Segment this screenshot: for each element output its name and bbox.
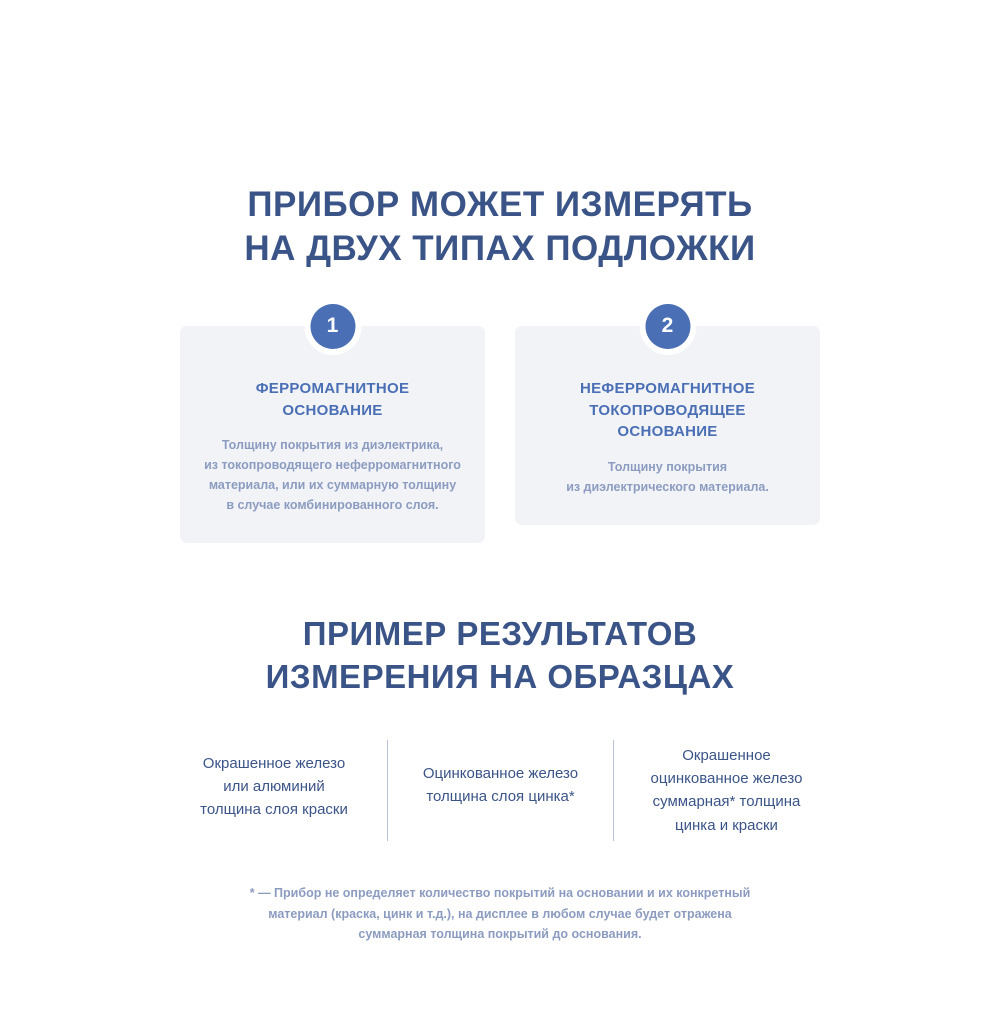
substrate-card-2: [515, 314, 820, 525]
example-column-3: [613, 740, 839, 841]
example-column-1-line-1: Окрашенное железо: [202, 754, 346, 772]
example-column-2-line-2: толщина слоя цинка*: [426, 788, 575, 806]
card-2-text-line-1: Толщину покрытия: [607, 460, 728, 475]
card-2-body: [515, 326, 820, 525]
footnote-line-3: суммарная толщина покрытий до основания.: [358, 927, 642, 942]
card-1-text-line-3: материала, или их суммарную толщину: [208, 478, 457, 493]
example-column-1-line-3: толщина слоя краски: [200, 801, 348, 819]
card-2-text-line-2: из диэлектрического материала.: [566, 480, 769, 495]
card-1-text: [202, 435, 463, 515]
card-2-text: [537, 457, 798, 497]
footnote-line-1: * — Прибор не определяет количество покрытий на основании и их конкретный: [249, 885, 751, 900]
card-2-title-line-3: ОСНОВАНИЕ: [617, 423, 718, 441]
footnote-line-2: материал (краска, цинк и т.д.), на дисплее в любом случае будет отражена: [268, 906, 732, 921]
substrate-cards: [0, 314, 1000, 544]
example-column-1-line-2: или алюминий: [223, 778, 325, 796]
example-column-2: [387, 740, 613, 841]
card-2-number-badge: 2: [645, 304, 690, 349]
example-column-3-line-4: цинка и краски: [675, 816, 778, 834]
example-column-3-line-2: оцинкованное железо: [650, 770, 803, 788]
card-1-text-line-2: из токопроводящего неферромагнитного: [204, 458, 461, 473]
example-column-3-line-1: Окрашенное: [682, 746, 771, 764]
card-1-body: [180, 326, 485, 544]
card-1-text-line-1: Толщину покрытия из диэлектрика,: [221, 438, 444, 453]
card-2-title: [537, 378, 798, 443]
page-title-line-2: НА ДВУХ ТИПАХ ПОДЛОЖКИ: [244, 229, 756, 269]
card-1-title-line-2: ОСНОВАНИЕ: [282, 401, 383, 419]
section-title-line-2: ИЗМЕРЕНИЯ НА ОБРАЗЦАХ: [265, 657, 735, 695]
section-title: [0, 613, 1000, 697]
example-column-3-line-3: суммарная* толщина: [652, 793, 801, 811]
section-title-line-1: ПРИМЕР РЕЗУЛЬТАТОВ: [302, 615, 698, 653]
substrate-card-1: [180, 314, 485, 544]
example-column-1: [161, 740, 387, 841]
card-1-title: [202, 378, 463, 422]
example-columns: [0, 740, 1000, 841]
card-2-title-line-2: ТОКОПРОВОДЯЩЕЕ: [589, 401, 746, 419]
card-1-title-line-1: ФЕРРОМАГНИТНОЕ: [255, 379, 410, 397]
page-title-line-1: ПРИБОР МОЖЕТ ИЗМЕРЯТЬ: [247, 185, 753, 225]
footnote: [0, 883, 1000, 945]
example-column-2-line-1: Оцинкованное железо: [422, 764, 579, 782]
infographic-page: [0, 23, 1000, 1023]
card-1-text-line-4: в случае комбинированного слоя.: [226, 498, 439, 513]
card-2-title-line-1: НЕФЕРРОМАГНИТНОЕ: [579, 379, 756, 397]
card-1-number-badge: 1: [310, 304, 355, 349]
page-title: [0, 23, 1000, 271]
